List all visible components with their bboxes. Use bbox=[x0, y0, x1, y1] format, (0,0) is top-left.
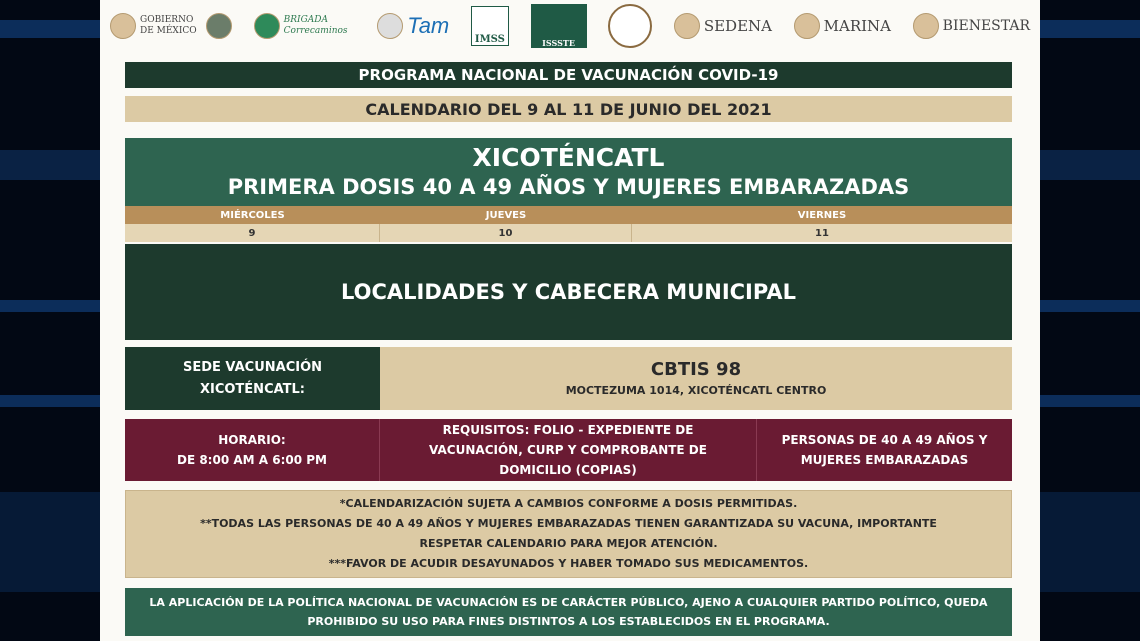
note: ***FAVOR DE ACUDIR DESAYUNADOS Y HABER TOMADO SUS MEDICAMENTOS. bbox=[328, 557, 809, 570]
day-date: 11 bbox=[815, 227, 829, 239]
day-date-row bbox=[125, 224, 1012, 242]
day-name: JUEVES bbox=[485, 209, 527, 221]
schedule-row bbox=[125, 419, 1012, 481]
day-name: VIERNES bbox=[797, 209, 847, 221]
footer-disclaimer: LA APLICACIÓN DE LA POLÍTICA NACIONAL DE VACUNACIÓN ES DE CARÁCTER PÚBLICO, AJENO A CUALQUIER PARTIDO POLÍTICO, QUEDA PROHIBIDO SU USO PARA FINES DISTINTOS A LOS ESTABLECIDOS EN EL PROGRAMA. bbox=[125, 588, 1012, 636]
bienestar-logo: BIENESTAR bbox=[913, 13, 1030, 39]
hours-cell bbox=[125, 419, 380, 481]
header-block bbox=[125, 138, 1012, 206]
audience: PERSONAS DE 40 A 49 AÑOS Y MUJERES EMBARAZADAS bbox=[781, 433, 988, 467]
blurred-background-left bbox=[0, 0, 100, 641]
site-label: SEDE VACUNACIÓN XICOTÉNCATL: bbox=[125, 347, 380, 410]
calendar-title: CALENDARIO DEL 9 AL 11 DE JUNIO DEL 2021 bbox=[125, 96, 1012, 122]
day-date: 10 bbox=[380, 224, 632, 242]
day-date: 9 bbox=[125, 224, 380, 242]
day-header-row bbox=[125, 206, 1012, 224]
hours-value: DE 8:00 AM A 6:00 PM bbox=[177, 453, 327, 467]
note: **TODAS LAS PERSONAS DE 40 A 49 AÑOS Y MUJERES EMBARAZADAS TIENEN GARANTIZADA SU VACUNA, IMPORTANTE RESPETAR CALENDARIO PARA MEJOR ATENCIÓN. bbox=[200, 517, 937, 550]
site-info bbox=[380, 347, 1012, 410]
municipality-title: XICOTÉNCATL bbox=[472, 143, 665, 172]
localities-banner: LOCALIDADES Y CABECERA MUNICIPAL bbox=[125, 244, 1012, 340]
site-address: MOCTEZUMA 1014, XICOTÉNCATL CENTRO bbox=[565, 383, 827, 397]
sedena-logo: SEDENA bbox=[674, 13, 772, 39]
seal-logo bbox=[608, 4, 652, 48]
marina-logo: MARINA bbox=[794, 13, 891, 39]
requirements: REQUISITOS: FOLIO - EXPEDIENTE DE VACUNACIÓN, CURP Y COMPROBANTE DE DOMICILIO (COPIAS) bbox=[380, 419, 757, 481]
tamaulipas-logo: Tam bbox=[377, 13, 449, 39]
notes-block bbox=[125, 490, 1012, 578]
hours-label: HORARIO: bbox=[218, 433, 286, 447]
program-title: PROGRAMA NACIONAL DE VACUNACIÓN COVID-19 bbox=[125, 62, 1012, 88]
note: *CALENDARIZACIÓN SUJETA A CAMBIOS CONFORME A DOSIS PERMITIDAS. bbox=[339, 497, 798, 510]
dose-subtitle: PRIMERA DOSIS 40 A 49 AÑOS Y MUJERES EMBARAZADAS bbox=[227, 175, 910, 199]
blurred-background-right bbox=[1040, 0, 1140, 641]
brigada-correcaminos-logo: BRIGADA Correcaminos bbox=[254, 13, 356, 39]
site-name: CBTIS 98 bbox=[650, 358, 742, 380]
gobierno-mexico-logo: GOBIERNO DE MÉXICO bbox=[110, 13, 232, 39]
day-name: MIÉRCOLES bbox=[220, 209, 285, 221]
issste-logo: ISSSTE bbox=[531, 4, 587, 48]
vaccination-poster bbox=[100, 0, 1040, 641]
logo-row bbox=[110, 4, 1030, 48]
imss-logo: IMSS bbox=[471, 6, 509, 46]
site-row bbox=[125, 347, 1012, 410]
